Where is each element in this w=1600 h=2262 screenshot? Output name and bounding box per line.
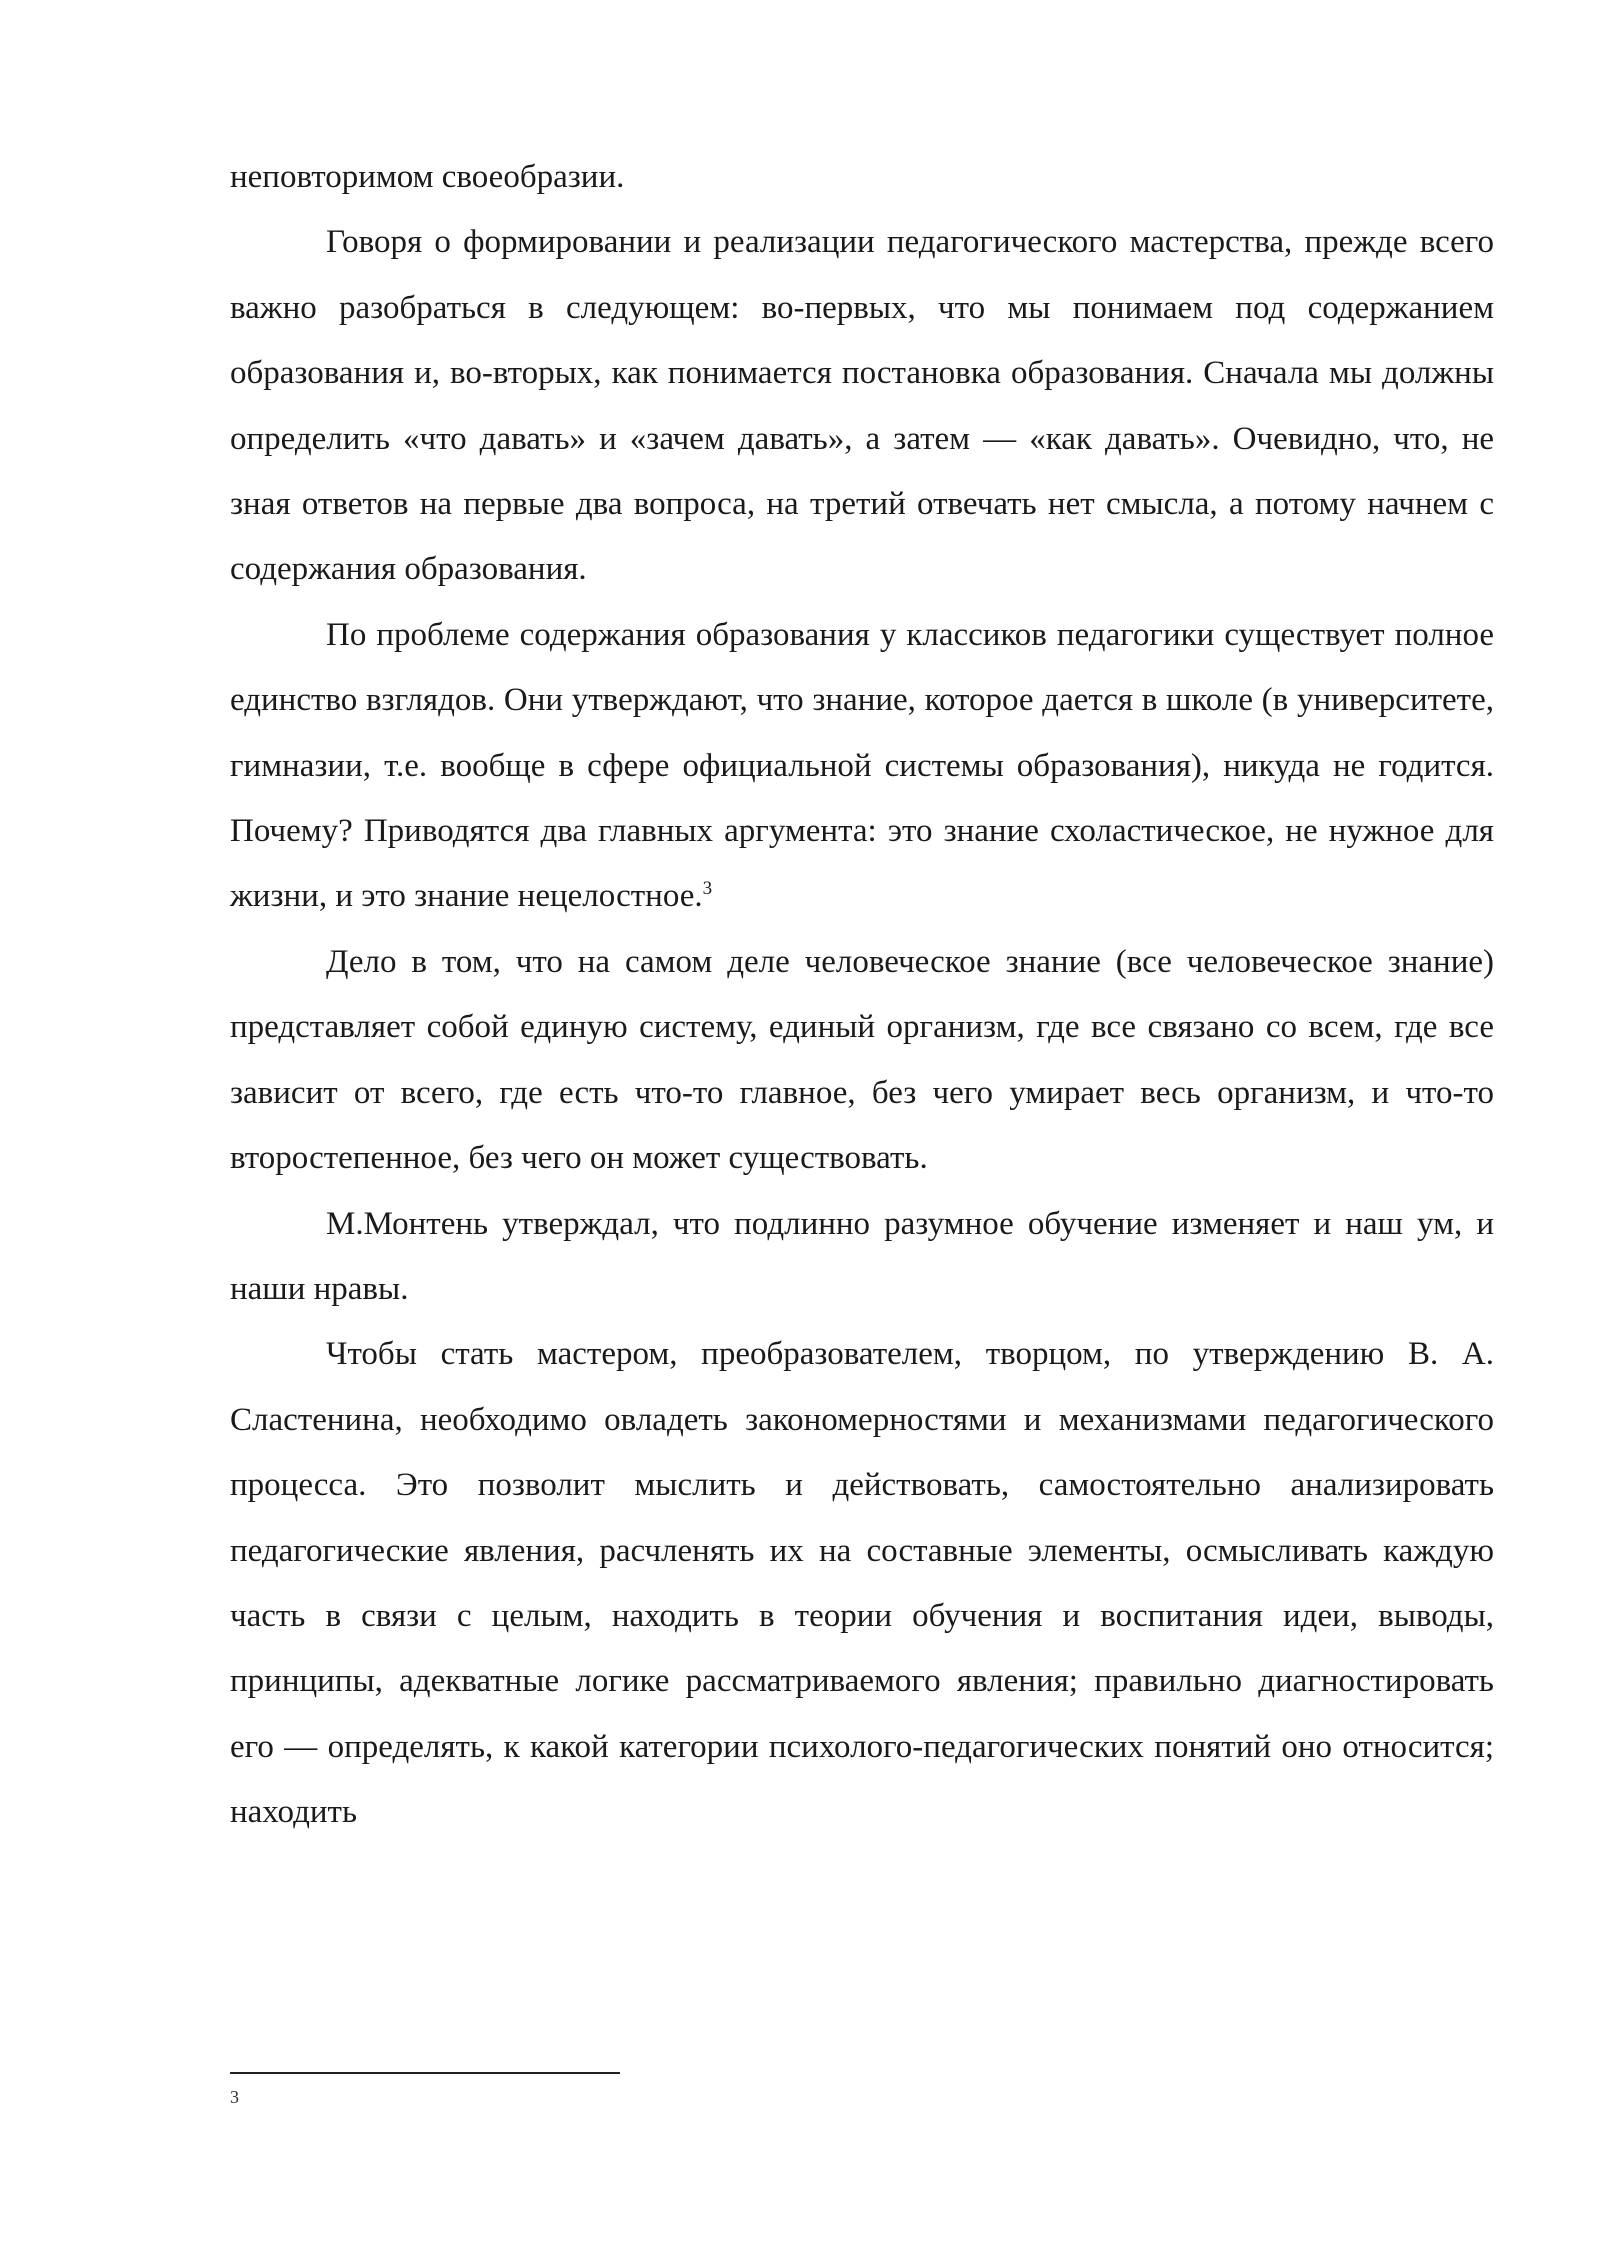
paragraph-1: неповторимом своеобразии. [230, 159, 625, 195]
footnote-separator [230, 2072, 620, 2074]
footnote-reference[interactable]: 3 [702, 878, 713, 900]
body-text [230, 145, 1494, 1846]
paragraph-4: Дело в том, что на самом деле человеческое знание (все человеческое знание) представляет собой единую систему, единый организм, где все связано со всем, где все зависит от всего, где есть что-то главное, без чего умирает весь организм, и что-то второстепенное, без чего он может существовать. [230, 943, 1494, 1177]
footnote [230, 2086, 239, 2108]
paragraph-5: М.Монтень утверждал, что подлинно разумное обучение изменяет и наш ум, и наши нравы. [230, 1205, 1494, 1307]
paragraph-3 [230, 603, 1494, 930]
paragraph-3-text: По проблеме содержания образования у классиков педагогики существует полное единство взглядов. Они утверждают, что знание, которое дается в школе (в университете, гимназии, т.е. вообще в сфере официальной системы образования), никуда не годится. Почему? Приводятся два главных аргумента: это знание схоластическое, не нужное для жизни, и это знание нецелостное. [230, 616, 1494, 915]
paragraph-6: Чтобы стать мастером, преобразователем, творцом, по утверждению В. А. Сластенина, необходимо овладеть закономерностями и механизмами педагогического процесса. Это позволит мыслить и действовать, самостоятельно анализировать педагогические явления, расчленять их на составные элементы, осмысливать каждую часть в связи с целым, находить в теории обучения и воспитания идеи, выводы, принципы, адекватные логике рассматриваемого явления; правильно диагностировать его — определять, к какой категории психолого-педагогических понятий оно относится; находить [230, 1336, 1494, 1831]
footnote-number: 3 [230, 2087, 239, 2107]
paragraph-2: Говоря о формировании и реализации педагогического мастерства, прежде всего важно разобраться в следующем: во-первых, что мы понимаем под содержанием образования и, во-вторых, как понимается постановка образования. Сначала мы должны определить «что давать» и «зачем давать», а затем — «как давать». Очевидно, что, не зная ответов на первые два вопроса, на третий отвечать нет смысла, а потому начнем с содержания образования. [230, 224, 1494, 588]
